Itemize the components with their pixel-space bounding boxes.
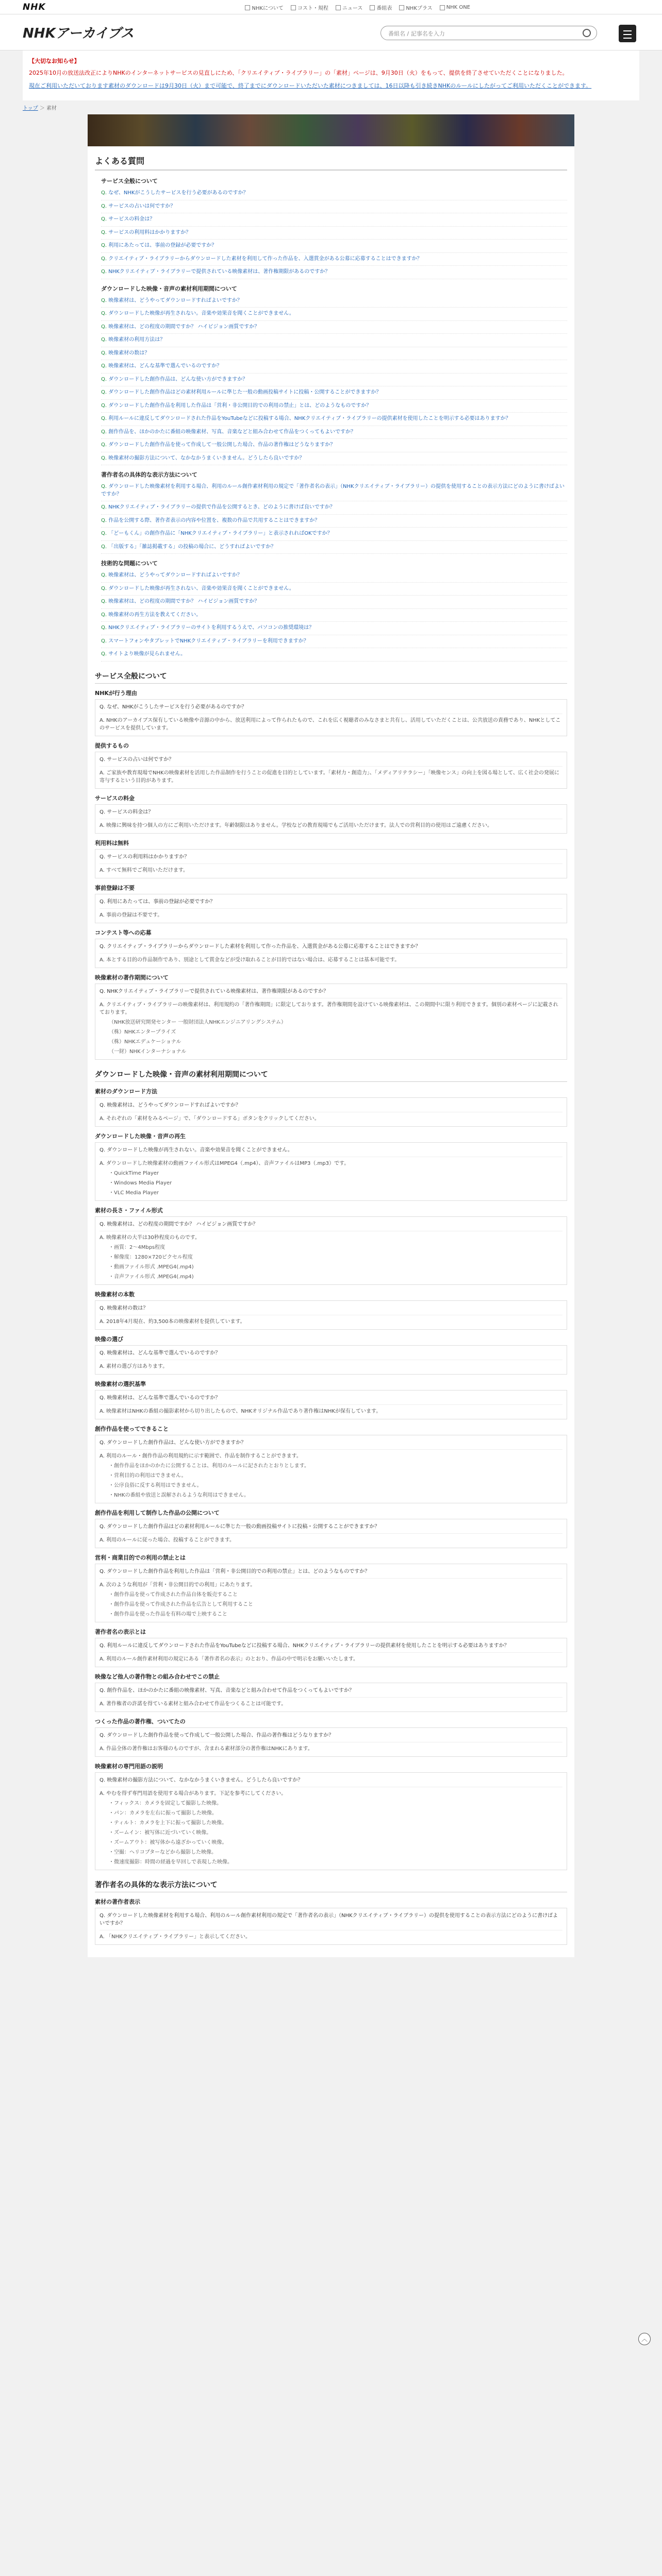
- faq-item: [95, 1142, 567, 1201]
- faq-toc: [95, 177, 567, 662]
- search-input[interactable]: 番組名 / 記事名を入力: [380, 26, 597, 40]
- faq-title: 映像素材の専門用語の説明: [95, 1762, 163, 1770]
- faq-question: Q. 創作作品を、ほかのかたに番組の映像素材、写真、音楽などと組み合わせて作品をつくってもよいですか？: [100, 1687, 355, 1693]
- toc-question-link[interactable]: Q. サービスの料金は？: [101, 213, 567, 227]
- faq-title: 提供するもの: [95, 742, 129, 749]
- toc-question-link[interactable]: Q. なぜ、NHKがこうしたサービスを行う必要があるのですか？: [101, 187, 567, 200]
- toc-question-link[interactable]: Q. 映像素材は、どうやってダウンロードすればよいですか？: [101, 295, 567, 308]
- faq-item: [95, 1772, 567, 1870]
- faq-title: ダウンロードした映像・音声の再生: [95, 1132, 186, 1140]
- section-heading: ダウンロードした映像・音声の素材利用期間について: [95, 1069, 567, 1082]
- toc-section-title: ダウンロードした映像・音声の素材利用期間について: [101, 285, 237, 292]
- toc-question-link[interactable]: Q. 利用ルールに違反してダウンロードされた作品をYouTubeなどに投稿する場合、NHKクリエイティブ・ライブラリーの提供素材を使用したことを明示する必要はありますか？: [101, 413, 567, 426]
- brand-logo[interactable]: NHKアーカイブス: [23, 26, 134, 41]
- faq-answer: A. 利用のルールに従った場合、投稿することができます。: [100, 1533, 562, 1544]
- faq-answer-detail: ・フィックス：カメラを固定して撮影した映像。: [109, 1800, 222, 1806]
- link-icon: [245, 5, 250, 10]
- faq-title: 営利・商業目的での利用の禁止とは: [95, 1554, 186, 1561]
- toc-question-link[interactable]: Q. 映像素材の数は？: [101, 347, 567, 361]
- breadcrumb-home[interactable]: トップ: [23, 106, 38, 112]
- toc-question-link[interactable]: Q. NHKクリエイティブ・ライブラリーの提供で作品を公開するとき、どのように書けば良いですか？: [101, 501, 567, 515]
- section-heading: サービス全般について: [95, 671, 567, 684]
- faq-answer-detail: ・解像度：1280×720ピクセル程度: [109, 1254, 193, 1260]
- faq-title: NHKが行う理由: [95, 689, 137, 697]
- faq-item: [95, 894, 567, 923]
- faq-answer: A. それぞれの「素材をみるページ」で、「ダウンロードする」ボタンをクリックしてください。: [100, 1112, 562, 1123]
- page-top-button[interactable]: ︿: [638, 2333, 651, 2345]
- faq-answer-detail: ・画質：2〜4Mbps程度: [109, 1244, 166, 1250]
- toc-question-link[interactable]: Q. サービスの利用料はかかりますか？: [101, 227, 567, 240]
- toc-question-link[interactable]: Q. ダウンロードした映像が再生されない、音楽や効果音を聞くことができません。: [101, 583, 567, 596]
- faq-answer: A. 映像素材の大半は30秒程度のものです。 ・画質：2〜4Mbps程度 ・解像度：1280×720ピクセル程度 ・動画ファイル形式 .MPEG4(.mp4) ・音声ファイル形式 .MPEG4(.mp4): [100, 1231, 562, 1281]
- faq-title: 映像素材の著作期間について: [95, 974, 169, 981]
- faq-answer-detail: ・空撮：ヘリコプターなどから撮影した映像。: [109, 1849, 217, 1855]
- faq-answer-detail: ・パン：カメラを左右に振って撮影した映像。: [109, 1810, 217, 1816]
- faq-item: [95, 804, 567, 834]
- faq-answer-detail: ・公序良俗に反する利用はできません。: [109, 1482, 202, 1488]
- faq-question: Q. 映像素材の数は？: [100, 1305, 148, 1311]
- menu-icon: [623, 30, 632, 31]
- faq-answer-detail: （株）NHKエデュケーショナル: [109, 1039, 181, 1045]
- faq-item: [95, 1519, 567, 1548]
- faq-item: [95, 1345, 567, 1375]
- faq-answer-detail: ・創作作品を使って作成された作品自体を販売すること: [109, 1591, 238, 1598]
- top-bar: [0, 0, 662, 14]
- faq-item: [95, 1638, 567, 1667]
- faq-answer: A. 次のような利用が「営利・非公開目的での利用」にあたります。 ・創作作品を使って作成された作品自体を販売すること ・創作作品を使って作成された作品を広告として利用すること ・創作作品を使った作品を有料の場で上映すること: [100, 1578, 562, 1618]
- faq-question: Q. クリエイティブ・ライブラリーからダウンロードした素材を利用して作った作品を、入選賞金がある公募に応募することはできますか？: [100, 943, 421, 950]
- toc-question-link[interactable]: Q. スマートフォンやタブレットでNHKクリエイティブ・ライブラリーを利用できますか？: [101, 635, 567, 649]
- toc-question-link[interactable]: Q. 映像素材は、どんな基準で選んでいるのですか？: [101, 360, 567, 374]
- notice-text: 2025年10月の放送法改正によりNHKのインターネットサービスの見直しにため、「クリエイティブ・ライブラリー」の「素材」ページは、9月30日（火）をもって、提供を終了させていただくことになりました。: [29, 70, 568, 77]
- breadcrumb-current: 素材: [46, 106, 57, 112]
- faq-answer-detail: （NHK放送研究開発センター 一般財団法人NHKエンジニアリングシステム）: [109, 1019, 287, 1025]
- faq-answer-detail: ・Windows Media Player: [109, 1180, 172, 1186]
- faq-question: Q. 映像素材は、どの程度の期間ですか？ ハイビジョン画質ですか？: [100, 1221, 258, 1227]
- faq-answer-detail: ・ズームアウト：被写体から遠ざかっていく映像。: [109, 1839, 227, 1845]
- link-icon: [399, 5, 404, 10]
- faq-answer-detail: （一財）NHKインターナショナル: [109, 1048, 187, 1055]
- notice-title: 【大切なお知らせ】: [29, 58, 80, 64]
- faq-question: Q. サービスの料金は？: [100, 809, 154, 815]
- toc-question-link[interactable]: Q. 「どーもくん」の創作作品に「NHKクリエイティブ・ライブラリー」と表示されればOKですか？: [101, 528, 567, 541]
- toc-question-link[interactable]: Q. 映像素材の再生方法を教えてください。: [101, 609, 567, 622]
- faq-title: 利用料は無料: [95, 839, 129, 846]
- faq-title: 素材のダウンロード方法: [95, 1088, 157, 1095]
- top-nav: [245, 4, 470, 11]
- faq-answer-detail: ・動画ファイル形式 .MPEG4(.mp4): [109, 1264, 194, 1270]
- breadcrumb: トップ ＞ 素材: [23, 106, 57, 112]
- faq-answer: A. 事前の登録は不要です。: [100, 908, 562, 919]
- faq-content: [95, 671, 567, 1945]
- faq-answer: A. やむを得ず専門用語を使用する場合があります。下記を参考にしてください。 ・フィックス：カメラを固定して撮影した映像。 ・パン：カメラを左右に振って撮影した映像。 ・ティルト：カメラを上下に振って撮影した映像。 ・ズームイン：被写体に近づいていく映像。 ・ズームアウト：被写体から遠ざかっていく映像。 ・空撮：ヘリコプターなどから撮影した映像。 ・微速度撮影：時間の経過を早回しで表現した映像。: [100, 1787, 562, 1866]
- faq-title: 素材の著作者表示: [95, 1898, 140, 1905]
- topnav-item[interactable]: NHKについて: [245, 4, 283, 11]
- faq-answer: A. 映像に興味を持つ個人の方にご利用いただけます。年齢制限はありません。学校などの教育現場でもご活用いただけます。法人での営利目的の使用はご遠慮ください。: [100, 819, 562, 829]
- toc-question-link[interactable]: Q. NHKクリエイティブ・ライブラリーのサイトを利用するうえで、パソコンの推奨環境は？: [101, 622, 567, 635]
- toc-question-link[interactable]: Q. サービスの占いは何ですか？: [101, 200, 567, 214]
- toc-question-link[interactable]: Q. 利用にあたっては、事前の登録が必要ですか？: [101, 240, 567, 253]
- faq-answer-detail: ・NHKの番組や放送と誤解されるような利用はできません。: [109, 1492, 250, 1498]
- faq-title: 創作作品を利用して制作した作品の公開について: [95, 1509, 220, 1516]
- faq-title: 映像の選び: [95, 1335, 123, 1343]
- faq-title: 素材の長さ・ファイル形式: [95, 1207, 163, 1214]
- faq-item: [95, 1727, 567, 1757]
- search-icon[interactable]: [583, 29, 591, 37]
- topnav-item[interactable]: ニュース: [336, 4, 363, 11]
- faq-title: コンテスト等への応募: [95, 929, 152, 936]
- faq-title: 映像など他人の著作物との組み合わせでこの禁止: [95, 1673, 220, 1680]
- faq-answer: A. 2018年4月現在、約3,500本の映像素材を提供しています。: [100, 1315, 562, 1326]
- toc-question-link[interactable]: Q. ダウンロードした創作作品を使って作成して一般公開した場合、作品の著作権はどうなりますか？: [101, 439, 567, 452]
- toc-question-link[interactable]: Q. 映像素材は、どの程度の期間ですか？ ハイビジョン画質ですか？: [101, 321, 567, 334]
- main-content: [88, 146, 574, 1957]
- menu-button[interactable]: [619, 25, 636, 42]
- faq-item: [95, 752, 567, 789]
- notice-link[interactable]: 現在ご利用いただいております素材のダウンロードは9月30日（火）まで可能で、終了までにダウンロードいただいた素材につきましては、16日以降も引き続きNHKのルールにしたがってご利用いただくことができます。: [29, 82, 592, 90]
- notice-box: [23, 50, 639, 100]
- faq-title: 映像素材の本数: [95, 1291, 135, 1298]
- topnav-item[interactable]: NHK ONE: [440, 4, 470, 11]
- hero-banner: [88, 114, 574, 146]
- faq-item: [95, 939, 567, 968]
- faq-answer-detail: ・QuickTime Player: [109, 1170, 159, 1176]
- faq-item: [95, 984, 567, 1060]
- faq-answer: A. 著作権者の許諾を得ている素材と組み合わせて作品をつくることは可能です。: [100, 1697, 562, 1708]
- faq-item: [95, 1390, 567, 1419]
- faq-item: [95, 849, 567, 878]
- faq-title: つくった作品の著作権、ついてたの: [95, 1718, 186, 1725]
- faq-question: Q. ダウンロードした映像が再生されない。音楽や効果音を聞くことができません。: [100, 1147, 293, 1153]
- faq-answer: A. NHKのアーカイブス保有している映像や音源の中から、放送利用によって作られたもので、これを広く視聴者のみなさまと共有し、活用していただくことは、公共放送の責務であり、NHKとしてこのサービスを提供しています。: [100, 714, 562, 732]
- faq-item: [95, 1216, 567, 1285]
- faq-answer: A. 素材の選び方はあります。: [100, 1360, 562, 1370]
- faq-question: Q. 利用ルールに違反してダウンロードされた作品をYouTubeなどに投稿する場合、NHKクリエイティブ・ライブラリーの提供素材を使用したことを明示する必要はありますか？: [100, 1642, 509, 1649]
- toc-question-link[interactable]: Q. ダウンロードした映像が再生されない。音楽や効果音を聞くことができません。: [101, 308, 567, 321]
- faq-title: 創作作品を使ってできること: [95, 1425, 169, 1432]
- toc-question-link[interactable]: Q. 創作作品を、ほかのかたに番組の映像素材、写真、音楽などと組み合わせて作品をつくってもよいですか？: [101, 426, 567, 439]
- faq-item: [95, 1097, 567, 1127]
- faq-question: Q. ダウンロードした創作作品は、どんな使い方ができますか？: [100, 1439, 246, 1446]
- toc-question-link[interactable]: Q. ダウンロードした創作作品は、どんな使い方ができますか？: [101, 374, 567, 387]
- faq-heading: よくある質問: [95, 155, 567, 171]
- faq-answer-detail: ・微速度撮影：時間の経過を早回しで表現した映像。: [109, 1859, 233, 1865]
- faq-answer-detail: ・VLC Media Player: [109, 1190, 159, 1196]
- faq-title: 事前登録は不要: [95, 884, 135, 891]
- faq-answer: A. すべて無料でご利用いただけます。: [100, 863, 562, 874]
- faq-question: Q. 映像素材は、どんな基準で選んでいるのですか？: [100, 1395, 221, 1401]
- faq-question: Q. ダウンロードした映像素材を利用する場合、利用のルール創作素材利用の規定で「著作者名の表示」（NHKクリエイティブ・ライブラリー）の提供を使用することの表示方法にどのように書けばよいですか？: [100, 1912, 558, 1926]
- faq-answer: A. 映像素材はNHKの番組の撮影素材から切り出したもので、NHKオリジナル作品であり著作権はNHKが保有しています。: [100, 1404, 562, 1415]
- faq-question: Q. ダウンロードした創作作品を利用した作品は「営利・非公開目的での利用の禁止」とは、どのようなものですか？: [100, 1568, 370, 1574]
- topnav-item[interactable]: コスト・規程: [291, 4, 328, 11]
- link-icon: [291, 5, 296, 10]
- faq-question: Q. サービスの利用料はかかりますか？: [100, 854, 190, 860]
- toc-section-title: サービス全般について: [101, 178, 158, 185]
- link-icon: [370, 5, 375, 10]
- faq-answer-detail: ・創作作品を使った作品を有料の場で上映すること: [109, 1611, 227, 1617]
- link-icon: [440, 5, 445, 10]
- faq-answer: A. ご家族や教育現場でNHKの映像素材を活用した作品制作を行うことの促進を目的としています。「素材力・創造力」、「メディアリテラシー」「映像センス」の向上を図る場として、広く社会の発展に寄与するという目的があります。: [100, 766, 562, 785]
- faq-question: Q. 映像素材は、どんな基準で選んでいるのですか？: [100, 1350, 221, 1356]
- faq-title: サービスの料金: [95, 794, 135, 802]
- faq-answer-detail: ・創作作品を使って作成された作品を広告として利用すること: [109, 1601, 253, 1607]
- faq-answer: A. 「NHKクリエイティブ・ライブラリー」と表示してください。: [100, 1930, 562, 1941]
- toc-question-link[interactable]: Q. NHKクリエイティブ・ライブラリーで提供されている映像素材は、著作権期限があるのですか？: [101, 266, 567, 279]
- faq-question: Q. 映像素材は、どうやってダウンロードすればよいですか？: [100, 1102, 241, 1108]
- site-header: [0, 14, 662, 50]
- faq-question: Q. NHKクリエイティブ・ライブラリーで提供されている映像素材は、著作権期限があるのですか？: [100, 988, 329, 994]
- faq-item: [95, 699, 567, 736]
- faq-item: [95, 1564, 567, 1622]
- faq-answer: A. 利用のルール・創作作品の利用規約に示す範囲で、作品を制作することができます。 ・創作作品をほかのかたに公開することは、利用のルールに記されたとおりとします。 ・営利目的の利用はできません。 ・公序良俗に反する利用はできません。 ・NHKの番組や放送と誤解されるような利用はできません。: [100, 1449, 562, 1499]
- section-heading: 著作者名の具体的な表示方法について: [95, 1879, 567, 1892]
- toc-question-link[interactable]: Q. ダウンロードした映像素材を利用する場合、利用のルール創作素材利用の規定で「著作者名の表示」（NHKクリエイティブ・ライブラリー）の提供を使用することの表示方法にどのように書けばよいですか？: [101, 481, 567, 501]
- link-icon: [336, 5, 341, 10]
- faq-answer-detail: ・営利目的の利用はできません。: [109, 1472, 187, 1479]
- topnav-item[interactable]: 番組表: [370, 4, 392, 11]
- toc-question-link[interactable]: Q. サイトより映像が見られません。: [101, 648, 567, 662]
- toc-question-link[interactable]: Q. ダウンロードした創作作品を利用した作品は「営利・非公開目的での利用の禁止」とは、どのようなものですか？: [101, 400, 567, 413]
- faq-item: [95, 1300, 567, 1330]
- faq-item: [95, 1683, 567, 1712]
- faq-answer: A. 利用のルール創作素材利用の規定にある「著作者名の表示」のとおり、作品の中で明示をお願いいたします。: [100, 1652, 562, 1663]
- toc-question-link[interactable]: Q. 「出版する」「雑誌掲載する」の投稿の場合に、どうすればよいですか？: [101, 541, 567, 554]
- faq-question: Q. 映像素材の撮影方法について、なかなかうまくいきません。どうしたら良いですか？: [100, 1777, 303, 1783]
- toc-question-link[interactable]: Q. ダウンロードした創作作品はどの素材利用ルールに準じた一般の動画投稿サイトに投稿・公開することができますか？: [101, 386, 567, 400]
- faq-answer-detail: ・音声ファイル形式 .MPEG4(.mp4): [109, 1274, 194, 1280]
- faq-question: Q. 利用にあたっては、事前の登録が必要ですか？: [100, 899, 216, 905]
- faq-answer-detail: ・創作作品をほかのかたに公開することは、利用のルールに記されたとおりとします。: [109, 1463, 309, 1469]
- faq-item: [95, 1908, 567, 1945]
- faq-question: Q. ダウンロードした創作作品を使って作成して一般公開した場合、作品の著作権はどうなりますか？: [100, 1732, 334, 1738]
- faq-answer-detail: ・ズームイン：被写体に近づいていく映像。: [109, 1829, 212, 1836]
- topnav-item[interactable]: NHKプラス: [399, 4, 432, 11]
- toc-question-link[interactable]: Q. 映像素材は、どの程度の期間ですか？ ハイビジョン画質ですか？: [101, 596, 567, 609]
- nhk-logo[interactable]: NHK: [23, 2, 46, 12]
- faq-answer-detail: （株）NHKエンタープライズ: [109, 1029, 176, 1035]
- toc-question-link[interactable]: Q. 映像素材の撮影方法について、なかなかうまくいきません。どうしたら良いですか？: [101, 452, 567, 466]
- faq-question: Q. ダウンロードした創作作品はどの素材利用ルールに準じた一般の動画投稿サイトに投稿・公開することができますか？: [100, 1523, 380, 1530]
- toc-question-link[interactable]: Q. 映像素材の利用方法は？: [101, 334, 567, 347]
- faq-question: Q. なぜ、NHKがこうしたサービスを行う必要があるのですか？: [100, 704, 247, 710]
- faq-answer: A. 本とする目的の作品制作であり、別途として賞金などが受け取れることが目的ではない場合は、応募することは基本可能です。: [100, 953, 562, 964]
- faq-question: Q. サービスの占いは何ですか？: [100, 756, 174, 762]
- toc-section-title: 技術的な問題について: [101, 560, 158, 567]
- toc-question-link[interactable]: Q. 映像素材は、どうやってダウンロードすればよいですか？: [101, 569, 567, 583]
- toc-question-link[interactable]: Q. 作品を公開する際、著作者表示の内容や位置を、複数の作品で共用することはできますか？: [101, 515, 567, 528]
- faq-answer: A. 作品全体の著作権はお客様のものですが、含まれる素材部分の著作権はNHKにあります。: [100, 1742, 562, 1753]
- faq-title: 著作者名の表示とは: [95, 1628, 146, 1635]
- faq-title: 映像素材の選択基準: [95, 1380, 146, 1387]
- faq-item: [95, 1435, 567, 1503]
- faq-answer: A. ダウンロードした映像素材の動画ファイル形式はMPEG4（.mp4）、音声ファイルはMP3（.mp3）です。 ・QuickTime Player ・Windows Media Player ・VLC Media Player: [100, 1157, 562, 1197]
- faq-answer-detail: ・ティルト：カメラを上下に振って撮影した映像。: [109, 1820, 227, 1826]
- toc-section-title: 著作者名の具体的な表示方法について: [101, 471, 197, 479]
- toc-question-link[interactable]: Q. クリエイティブ・ライブラリーからダウンロードした素材を利用して作った作品を、入選賞金がある公募に応募することはできますか？: [101, 253, 567, 266]
- faq-answer: A. クリエイティブ・ライブラリーの映像素材は、利用規約の「著作権期間」に限定しております。著作権期間を設けている映像素材は、この期間中に限り利用できます。個別の素材ページに記載されております。 （NHK放送研究開発センター 一般財団法人NHKエンジニアリングシステム） （株）NHKエンタープライズ （株）NHKエデュケーショナル （一財）NHKインターナショナル: [100, 998, 562, 1056]
